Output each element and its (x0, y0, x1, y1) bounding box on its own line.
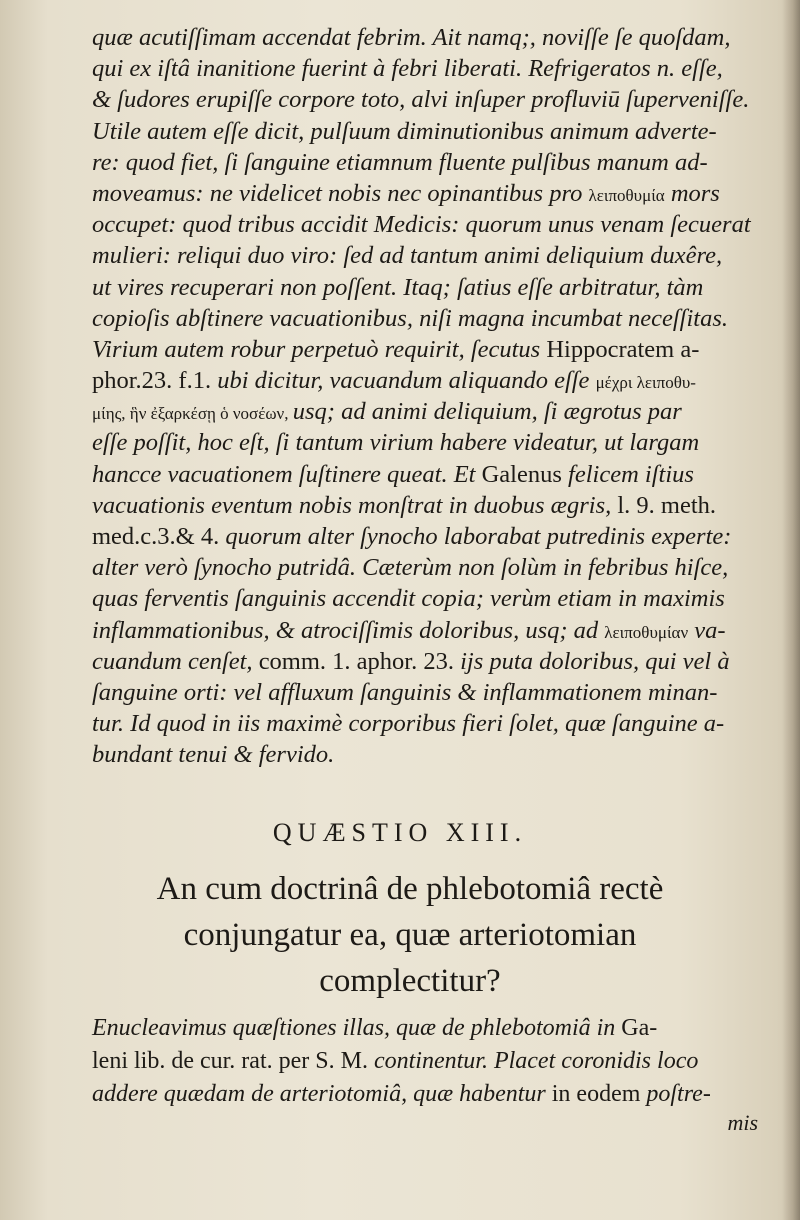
text-segment: quorum alter ſynocho laborabat putredinis experte: (225, 523, 732, 550)
text-segment: occupet: quod tribus accidit Medicis: quorum unus venam ſecuerat (92, 211, 751, 239)
text-segment: phor.23. f.1. (92, 367, 218, 395)
text-segment: moveamus: ne videlicet nobis nec opinantibus pro (92, 179, 589, 207)
text-line (92, 583, 764, 614)
text-segment: qui ex iſtâ inanitione fuerint à febri liberati. Refrigeratos n. eſſe, (92, 55, 723, 83)
text-segment: ijs puta doloribus, qui vel à (460, 647, 730, 675)
text-line (92, 552, 764, 583)
text-line (92, 1012, 764, 1045)
question-title (80, 866, 740, 1004)
text-line (92, 1045, 764, 1078)
text-segment: mors (664, 179, 720, 207)
text-line (92, 178, 764, 209)
text-line (92, 1078, 764, 1111)
text-segment: ubi dicitur, vacuandum aliquando eſſe (217, 367, 596, 395)
text-segment: vacuationis eventum nobis monſtrat in duobus ægris, (92, 491, 618, 519)
text-line (92, 22, 764, 53)
question-heading: QUÆSTIO XIII. (272, 818, 528, 847)
text-segment: quas ferventis ſanguinis accendit copia; verùm etiam in maximis (92, 585, 725, 613)
text-segment: felicem iſtius (568, 460, 694, 488)
text-line (92, 708, 764, 739)
text-line (92, 615, 764, 646)
text-segment: ſanguine orti: vel affluxum ſanguinis & inflammationem minan- (92, 678, 718, 706)
text-segment: continentur. Placet coronidis loco (373, 1048, 699, 1074)
text-segment: inflammationibus, & atrociſſimis doloribus, usq; ad (92, 616, 605, 644)
text-segment: re: quod fiet, ſi ſanguine etiamnum fluente pulſibus manum ad- (92, 148, 708, 176)
text-segment: Utile autem eſſe dicit, pulſuum diminutionibus animum adverte- (92, 117, 717, 145)
text-segment: usq; ad animi deliquium, ſi ægrotus par (292, 398, 682, 426)
text-line (92, 365, 764, 396)
text-line (92, 396, 764, 427)
text-segment: cuandum cenſet, (92, 647, 259, 675)
text-line (92, 240, 764, 271)
text-line (92, 739, 764, 770)
text-segment: alter verò ſynocho putridâ. Cæterùm non ſolùm in febribus hiſce, (92, 554, 729, 582)
title-line: conjungatur ea, quæ arteriotomian (183, 917, 637, 953)
text-segment: λειποθυμία (588, 185, 665, 205)
text-segment: μίης, ἣν ἐξαρκέσῃ ὁ νοσέων, (92, 404, 293, 424)
text-segment: Galenus (481, 460, 569, 488)
text-segment: mulieri: reliqui duo viro: ſed ad tantum animi deliquium duxêre, (92, 242, 723, 270)
text-segment: tur. Id quod in iis maximè corporibus fieri ſolet, quæ ſanguine a- (92, 710, 725, 738)
text-line (92, 490, 764, 521)
text-line (92, 521, 764, 552)
text-line (92, 84, 764, 115)
text-line (92, 53, 764, 84)
text-segment: leni lib. de cur. rat. per S. M. (92, 1048, 374, 1074)
text-segment: comm. 1. aphor. 23. (258, 647, 461, 675)
title-line: An cum doctrinâ de phlebotomiâ rectè (156, 871, 664, 907)
text-line (92, 646, 764, 677)
text-line (92, 303, 764, 334)
text-line (92, 334, 764, 365)
text-segment: bundant tenui & fervido. (92, 741, 335, 769)
text-segment: poſtre- (646, 1081, 711, 1107)
text-line (92, 209, 764, 240)
text-line (92, 677, 764, 708)
text-line (92, 272, 764, 303)
text-segment: addere quædam de arteriotomiâ, quæ habentur (92, 1081, 552, 1107)
text-segment: ut vires recuperari non poſſent. Itaq; ſatius eſſe arbitratur, tàm (92, 273, 704, 301)
text-segment: l. 9. meth. (617, 491, 717, 519)
text-segment: quæ acutiſſimam accendat febrim. Ait namq;, noviſſe ſe quoſdam, (92, 24, 731, 51)
text-segment: hancce vacuationem ſuſtinere queat. Et (92, 460, 482, 488)
text-segment: va- (688, 616, 726, 644)
text-segment: & ſudores erupiſſe corpore toto, alvi inſuper profluviū ſuperveniſſe. (92, 86, 750, 114)
text-line (92, 459, 764, 490)
text-segment: Hippocratem a- (546, 335, 700, 363)
page-gutter-shadow (782, 0, 800, 1220)
body-text-block (92, 22, 764, 771)
body-text-block-2 (92, 1012, 764, 1111)
text-segment: Virium autem robur perpetuò requirit, ſecutus (92, 335, 547, 363)
text-segment: in eodem (551, 1081, 647, 1107)
text-segment: copioſis abſtinere vacuationibus, niſi magna incumbat neceſſitas. (92, 304, 729, 332)
title-line: complectitur? (319, 963, 501, 999)
catchword: mis (727, 1110, 758, 1135)
text-segment: λειποθυμίαν (604, 622, 689, 642)
text-segment: med.c.3.& 4. (92, 523, 226, 550)
text-segment: Enucleavimus quæſtiones illas, quæ de phlebotomiâ in (92, 1015, 622, 1041)
text-line (92, 427, 764, 458)
text-segment: Ga- (621, 1015, 658, 1041)
text-segment: μέχρι λειποθυ- (595, 373, 696, 393)
text-line (92, 116, 764, 147)
text-segment: eſſe poſſit, hoc eſt, ſi tantum virium habere videatur, ut largam (92, 429, 700, 457)
text-line (92, 147, 764, 178)
